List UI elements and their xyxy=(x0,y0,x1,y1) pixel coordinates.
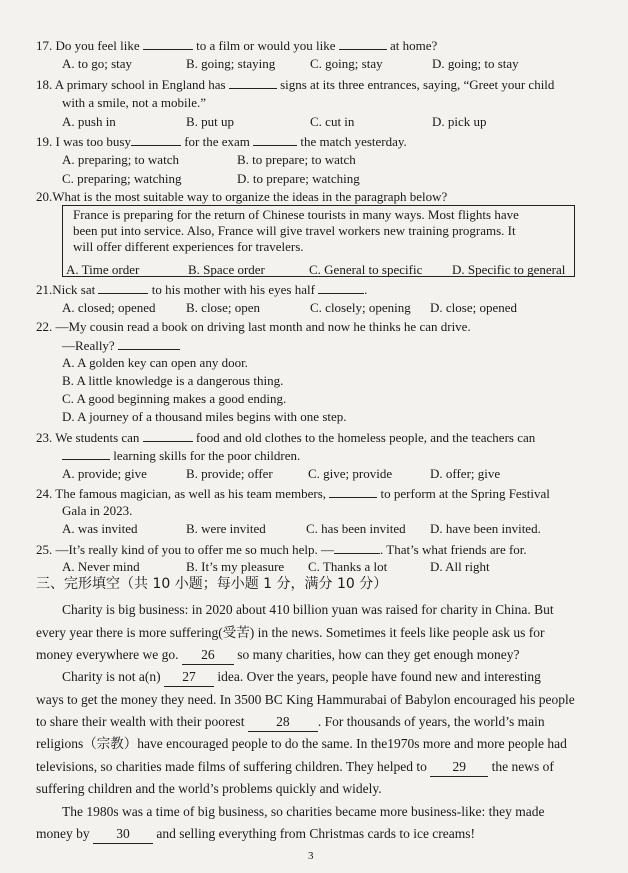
q17-stem: 17. Do you feel like to a film or would you like at home? xyxy=(36,38,438,53)
passage-line: to share their wealth with their poorest 28 . For thousands of years, the world’s main xyxy=(36,713,545,732)
q22-option-c[interactable]: C. A good beginning makes a good ending. xyxy=(62,391,287,406)
q21-stem: 21.Nick sat to his mother with his eyes half . xyxy=(36,282,368,297)
q23-option-c[interactable]: C. give; provide xyxy=(308,466,393,481)
q23-option-b[interactable]: B. provide; offer xyxy=(186,466,273,481)
q24-option-b[interactable]: B. were invited xyxy=(186,521,266,536)
q17-option-d[interactable]: D. going; to stay xyxy=(432,56,519,71)
q21-option-c[interactable]: C. closely; opening xyxy=(310,300,411,315)
passage-line: every year there is more suffering(受苦) in the news. Sometimes it feels like people ask us for xyxy=(36,625,545,640)
blank-28[interactable]: 28 xyxy=(248,713,318,732)
q17-option-c[interactable]: C. going; stay xyxy=(310,56,383,71)
section-heading-cloze: 三、完形填空（共 10 小题；每小题 1 分，满分 10 分） xyxy=(36,576,388,592)
q20-box-line-2: been put into service. Also, France will give travel workers new training programs. It xyxy=(73,223,516,238)
blank-26[interactable]: 26 xyxy=(182,646,234,665)
q22-option-a[interactable]: A. A golden key can open any door. xyxy=(62,355,248,370)
q23-stem-2: learning skills for the poor children. xyxy=(62,446,300,465)
q18-option-b[interactable]: B. put up xyxy=(186,114,235,129)
q19-stem: 19. I was too busy for the exam the match yesterday. xyxy=(36,134,407,149)
q20-option-d[interactable]: D. Specific to general xyxy=(452,262,566,277)
page-number: 3 xyxy=(308,850,314,862)
q17-option-a[interactable]: A. to go; stay xyxy=(62,56,133,71)
passage-line: The 1980s was a time of big business, so charities became more business-like: they made xyxy=(62,804,545,819)
q25-option-a[interactable]: A. Never mind xyxy=(62,559,140,574)
q19-option-c[interactable]: C. preparing; watching xyxy=(62,171,182,186)
q23-stem: 23. We students can food and old clothes to the homeless people, and the teachers can xyxy=(36,430,536,445)
passage-line: money by 30 and selling everything from Christmas cards to ice creams! xyxy=(36,825,475,844)
q25-option-b[interactable]: B. It’s my pleasure xyxy=(186,559,285,574)
passage-line: Charity is big business: in 2020 about 410 billion yuan was raised for charity in China. But xyxy=(62,602,554,617)
blank-27[interactable]: 27 xyxy=(164,668,214,687)
q24-option-c[interactable]: C. has been invited xyxy=(306,521,406,536)
q20-option-c[interactable]: C. General to specific xyxy=(309,262,423,277)
q20-option-b[interactable]: B. Space order xyxy=(188,262,265,277)
q19-option-b[interactable]: B. to prepare; to watch xyxy=(237,152,356,167)
passage-line: religions（宗教）have encouraged people to do the same. In the1970s more and more people had xyxy=(36,736,567,751)
q23-option-d[interactable]: D. offer; give xyxy=(430,466,501,481)
passage-line: Charity is not a(n) 27 idea. Over the years, people have found new and interesting xyxy=(62,668,541,687)
q21-option-b[interactable]: B. close; open xyxy=(186,300,261,315)
q22-option-d[interactable]: D. A journey of a thousand miles begins with one step. xyxy=(62,409,347,424)
q19-option-d[interactable]: D. to prepare; watching xyxy=(237,171,360,186)
q20-option-a[interactable]: A. Time order xyxy=(66,262,140,277)
passage-line: suffering children and the world’s problems quickly and widely. xyxy=(36,781,382,796)
passage-line: televisions, so charities made films of suffering children. They helped to 29 the news of xyxy=(36,758,554,777)
q17-option-b[interactable]: B. going; staying xyxy=(186,56,276,71)
q20-stem: 20.What is the most suitable way to organize the ideas in the paragraph below? xyxy=(36,189,448,204)
q18-option-d[interactable]: D. pick up xyxy=(432,114,487,129)
q18-option-a[interactable]: A. push in xyxy=(62,114,116,129)
q22-reply: —Really? xyxy=(62,336,180,355)
passage-line: money everywhere we go. 26 so many charities, how can they get enough money? xyxy=(36,646,520,665)
q21-option-a[interactable]: A. closed; opened xyxy=(62,300,156,315)
q18-stem-2: with a smile, not a mobile.” xyxy=(62,95,207,110)
q22-stem: 22. —My cousin read a book on driving last month and now he thinks he can drive. xyxy=(36,319,471,334)
blank-30[interactable]: 30 xyxy=(93,825,153,844)
q24-option-d[interactable]: D. have been invited. xyxy=(430,521,541,536)
q20-box-line-1: France is preparing for the return of Chinese tourists in many ways. Most flights have xyxy=(73,207,519,222)
q25-stem: 25. —It’s really kind of you to offer me so much help. — . That’s what friends are for. xyxy=(36,542,527,557)
q24-stem: 24. The famous magician, as well as his team members, to perform at the Spring Festival xyxy=(36,486,550,501)
blank-29[interactable]: 29 xyxy=(430,758,488,777)
q21-option-d[interactable]: D. close; opened xyxy=(430,300,518,315)
q19-option-a[interactable]: A. preparing; to watch xyxy=(62,152,179,167)
q25-option-c[interactable]: C. Thanks a lot xyxy=(308,559,388,574)
q25-option-d[interactable]: D. All right xyxy=(430,559,490,574)
q22-option-b[interactable]: B. A little knowledge is a dangerous thing. xyxy=(62,373,284,388)
q18-stem: 18. A primary school in England has signs at its three entrances, saying, “Greet your child xyxy=(36,77,555,92)
q24-option-a[interactable]: A. was invited xyxy=(62,521,138,536)
q20-box-line-3: will offer different experiences for travelers. xyxy=(73,239,304,254)
passage-line: ways to get the money they need. In 3500 BC King Hammurabai of Babylon encouraged his people xyxy=(36,692,575,707)
q18-option-c[interactable]: C. cut in xyxy=(310,114,355,129)
q23-option-a[interactable]: A. provide; give xyxy=(62,466,147,481)
q24-stem-2: Gala in 2023. xyxy=(62,503,133,518)
